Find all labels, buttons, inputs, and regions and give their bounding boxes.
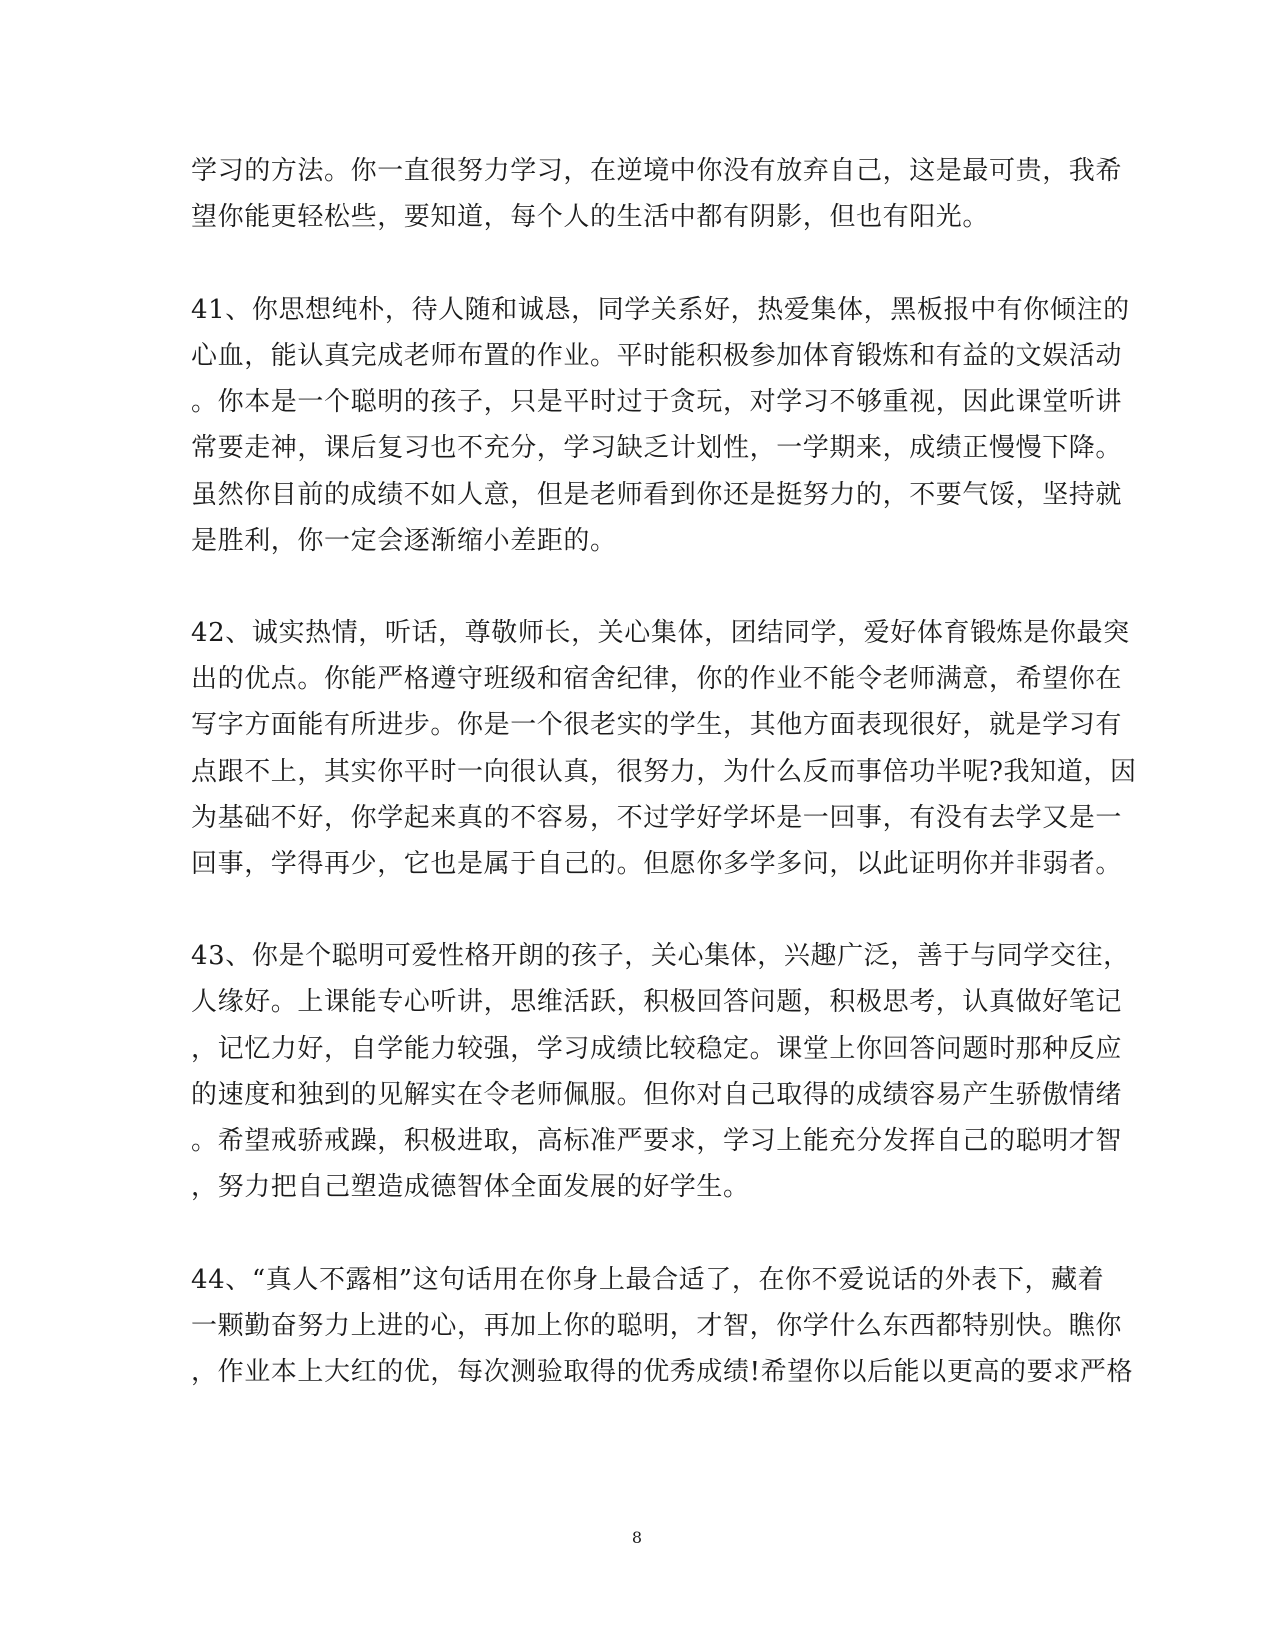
text-line: 42、诚实热情，听话，尊敬师长，关心集体，团结同学，爱好体育锻炼是你最突 (191, 618, 1130, 648)
text-line: 心血，能认真完成老师布置的作业。平时能积极参加体育锻炼和有益的文娱活动 (191, 341, 1123, 371)
text-line: 为基础不好，你学起来真的不容易，不过学好学坏是一回事，有没有去学又是一 (191, 803, 1123, 833)
text-line: 41、你思想纯朴，待人随和诚恳，同学关系好，热爱集体，黑板报中有你倾注的 (191, 295, 1130, 325)
text-line: 虽然你目前的成绩不如人意，但是老师看到你还是挺努力的，不要气馁，坚持就 (191, 480, 1123, 510)
text-line: 望你能更轻松些，要知道，每个人的生活中都有阴影，但也有阳光。 (191, 202, 990, 232)
text-line: 人缘好。上课能专心听讲，思维活跃，积极回答问题，积极思考，认真做好笔记 (191, 987, 1123, 1017)
text-line: ，记忆力好，自学能力较强，学习成绩比较稳定。课堂上你回答问题时那种反应 (191, 1034, 1123, 1064)
text-line: 写字方面能有所进步。你是一个很老实的学生，其他方面表现很好，就是学习有 (191, 710, 1123, 740)
text-line: 43、你是个聪明可爱性格开朗的孩子，关心集体，兴趣广泛，善于与同学交往， (191, 941, 1130, 971)
text-line: 一颗勤奋努力上进的心，再加上你的聪明，才智，你学什么东西都特别快。瞧你 (191, 1311, 1123, 1341)
text-line: 。希望戒骄戒躁，积极进取，高标准严要求，学习上能充分发挥自己的聪明才智 (191, 1126, 1123, 1156)
text-line: ，努力把自己塑造成德智体全面发展的好学生。 (191, 1172, 750, 1202)
text-line: 出的优点。你能严格遵守班级和宿舍纪律，你的作业不能令老师满意，希望你在 (191, 664, 1123, 694)
page-number: 8 (631, 1528, 643, 1547)
text-line: 学习的方法。你一直很努力学习，在逆境中你没有放弃自己，这是最可贵，我希 (191, 156, 1123, 186)
text-line: 回事，学得再少，它也是属于自己的。但愿你多学多问，以此证明你并非弱者。 (191, 849, 1123, 879)
text-line: 常要走神，课后复习也不充分，学习缺乏计划性，一学期来，成绩正慢慢下降。 (191, 433, 1123, 463)
text-line: 。你本是一个聪明的孩子，只是平时过于贪玩，对学习不够重视，因此课堂听讲 (191, 387, 1123, 417)
text-line: 的速度和独到的见解实在令老师佩服。但你对自己取得的成绩容易产生骄傲情绪 (191, 1080, 1123, 1110)
text-line: 是胜利，你一定会逐渐缩小差距的。 (191, 526, 617, 556)
text-line: 44、“真人不露相”这句话用在你身上最合适了，在你不爱说话的外表下，藏着 (191, 1265, 1105, 1295)
text-line: ，作业本上大红的优，每次测验取得的优秀成绩!希望你以后能以更高的要求严格 (191, 1357, 1134, 1387)
text-line: 点跟不上，其实你平时一向很认真，很努力，为什么反而事倍功半呢?我知道，因 (191, 757, 1137, 787)
